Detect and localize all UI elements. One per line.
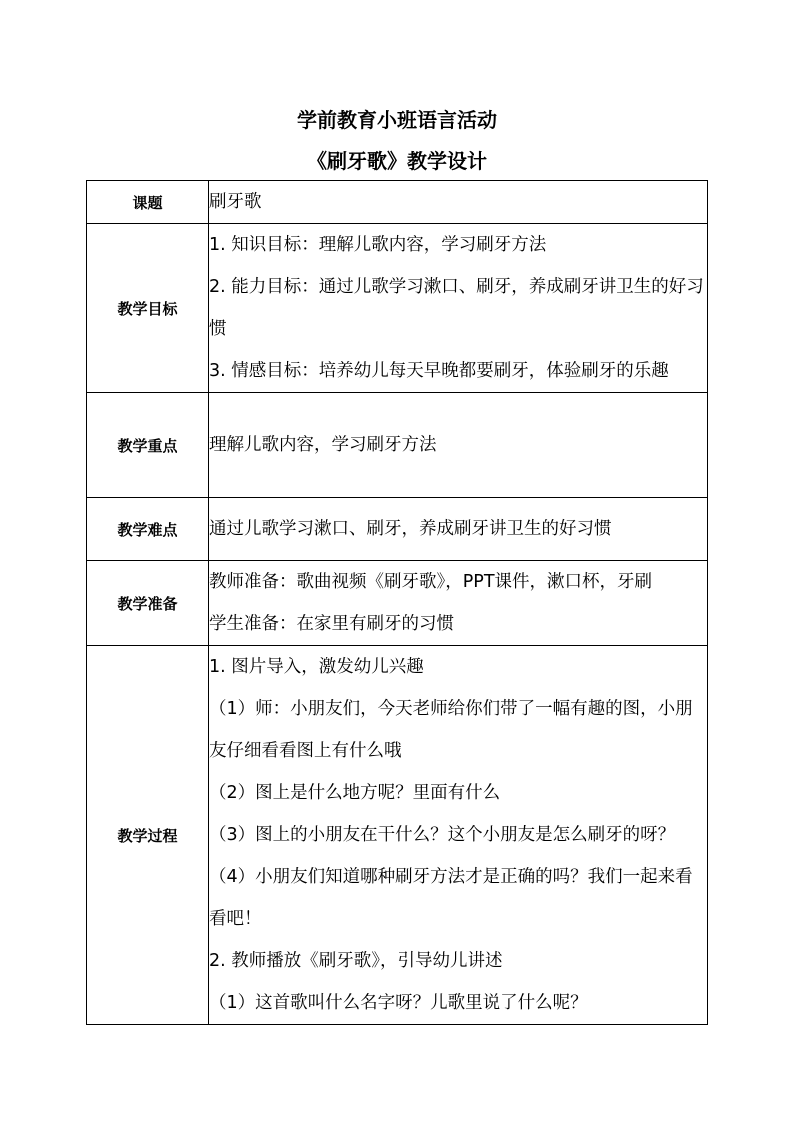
row-label-process: 教学过程 [87,646,209,1025]
process-line: 2. 教师播放《刷牙歌》，引导幼儿讲述 [209,951,503,971]
row-label-topic: 课题 [87,181,209,224]
process-line: （1）师：小朋友们，今天老师给你们带了一幅有趣的图，小朋友仔细看看图上有什么哦 [209,699,693,761]
lesson-plan-table [86,180,708,1025]
row-content-key-points: 理解儿歌内容，学习刷牙方法 [209,393,708,498]
row-label-objectives: 教学目标 [87,224,209,393]
row-label-key-points: 教学重点 [87,393,209,498]
row-content-preparation [209,561,708,646]
document-subtitle: 《刷牙歌》教学设计 [307,149,487,173]
objective-line: 3. 情感目标：培养幼儿每天早晚都要刷牙，体验刷牙的乐趣 [209,361,669,381]
row-content-process [209,646,708,1025]
process-line: （2）图上是什么地方呢？里面有什么 [209,783,501,803]
document-title: 学前教育小班语言活动 [297,108,497,132]
row-content-objectives [209,224,708,393]
objective-line: 1. 知识目标：理解儿歌内容，学习刷牙方法 [209,235,547,255]
process-line: （1）这首歌叫什么名字呀？儿歌里说了什么呢？ [209,993,588,1013]
table-row-topic [87,181,708,224]
process-line: 1. 图片导入，激发幼儿兴趣 [209,657,424,677]
table-row-process [87,646,708,1025]
row-content-difficulties: 通过儿歌学习漱口、刷牙，养成刷牙讲卫生的好习惯 [209,498,708,561]
table-row-preparation [87,561,708,646]
preparation-line: 教师准备：歌曲视频《刷牙歌》，PPT课件，漱口杯，牙刷 [209,572,653,592]
row-content-topic: 刷牙歌 [209,181,708,224]
table-row-objectives [87,224,708,393]
preparation-line: 学生准备：在家里有刷牙的习惯 [209,614,454,634]
process-line: （3）图上的小朋友在干什么？这个小朋友是怎么刷牙的呀？ [209,825,676,845]
table-row-difficulties [87,498,708,561]
objective-line: 2. 能力目标：通过儿歌学习漱口、刷牙，养成刷牙讲卫生的好习惯 [209,277,704,339]
row-label-difficulties: 教学难点 [87,498,209,561]
process-line: （4）小朋友们知道哪种刷牙方法才是正确的吗？我们一起来看看吧！ [209,867,693,929]
table-row-key-points [87,393,708,498]
row-label-preparation: 教学准备 [87,561,209,646]
